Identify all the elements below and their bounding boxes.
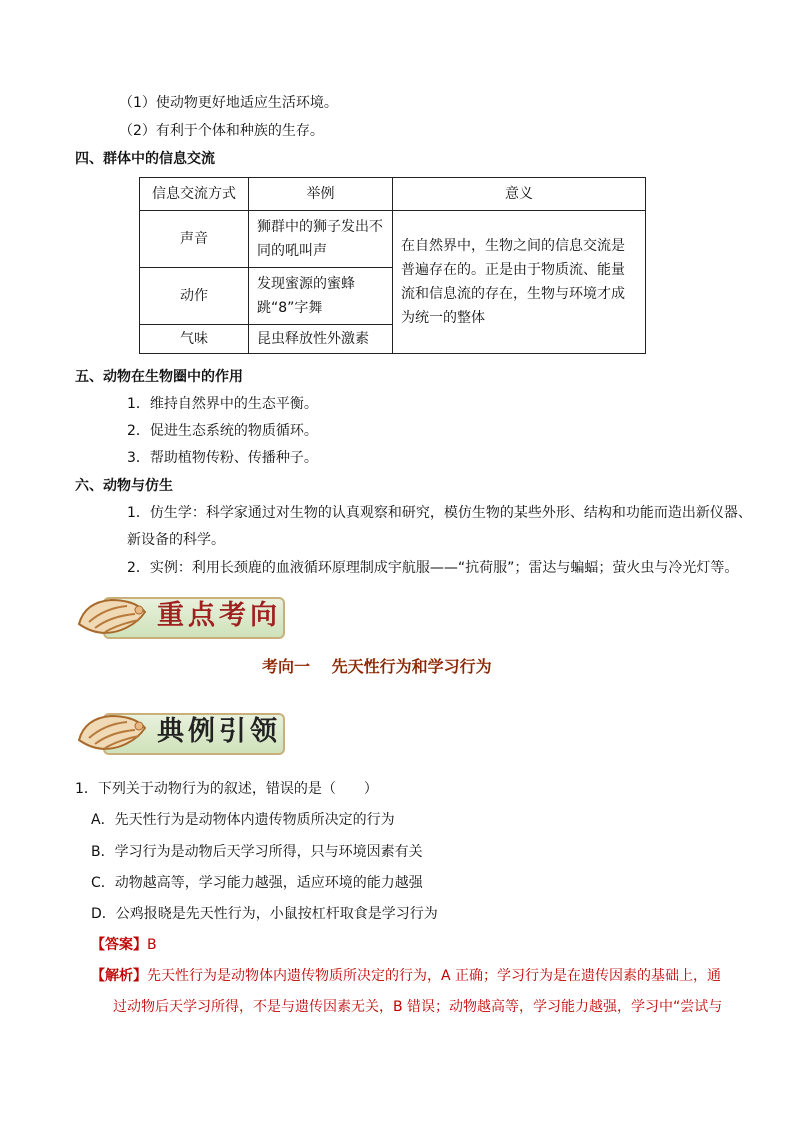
section-heading: 六、动物与仿生 xyxy=(75,478,173,494)
conch-shell-icon xyxy=(75,710,149,756)
direction-title: 考向一 先天性行为和学习行为 xyxy=(262,657,492,676)
answer-value: B xyxy=(147,937,157,953)
answer-tag: 【答案】 xyxy=(91,937,147,953)
conch-shell-icon xyxy=(75,594,149,640)
section-heading: 五、动物在生物圈中的作用 xyxy=(75,369,243,385)
table-header-cell: 意义 xyxy=(393,178,646,211)
analysis-line xyxy=(91,966,721,986)
table-header-cell: 举例 xyxy=(249,178,393,211)
table-cell: 昆虫释放性外激素 xyxy=(249,325,393,354)
option-c: C．动物越高等，学习能力越强，适应环境的能力越强 xyxy=(91,875,423,891)
section-heading: 四、群体中的信息交流 xyxy=(75,151,215,167)
banner-title: 典例引领 xyxy=(157,716,281,747)
table-cell: 狮群中的狮子发出不同的吼叫声 xyxy=(249,211,393,268)
list-item: 2．促进生态系统的物质循环。 xyxy=(127,423,318,439)
table-row xyxy=(140,211,646,268)
table-header-row xyxy=(140,178,646,211)
banner-title: 重点考向 xyxy=(157,600,281,631)
table-cell-meaning: 在自然界中，生物之间的信息交流是普遍存在的。正是由于物质流、能量流和信息流的存在，生物与环境才成为统一的整体 xyxy=(393,211,646,354)
option-b: B．学习行为是动物后天学习所得，只与环境因素有关 xyxy=(91,844,423,860)
analysis-continuation: 过动物后天学习所得，不是与遗传因素无关，B 错误；动物越高等，学习能力越强，学习中“尝试与 xyxy=(113,999,723,1015)
list-item: （1）使动物更好地适应生活环境。 xyxy=(119,95,338,111)
option-a: A．先天性行为是动物体内遗传物质所决定的行为 xyxy=(91,812,395,828)
option-d: D．公鸡报晓是先天性行为，小鼠按杠杆取食是学习行为 xyxy=(91,906,438,922)
list-item: 2．实例：利用长颈鹿的血液循环原理制成宇航服——“抗荷服”；雷达与蝙蝠；萤火虫与冷光灯等。 xyxy=(127,560,739,576)
list-item: 1．仿生学：科学家通过对生物的认真观察和研究，模仿生物的某些外形、结构和功能而造出新仪器、 xyxy=(127,505,752,521)
answer-line xyxy=(91,935,157,955)
analysis-tag: 【解析】 xyxy=(91,968,147,984)
table-header-cell: 信息交流方式 xyxy=(140,178,249,211)
table-cell: 动作 xyxy=(140,268,249,325)
example-banner xyxy=(75,708,285,756)
list-item: 1．维持自然界中的生态平衡。 xyxy=(127,396,318,412)
table-cell: 声音 xyxy=(140,211,249,268)
analysis-text: 先天性行为是动物体内遗传物质所决定的行为，A 正确；学习行为是在遗传因素的基础上，通 xyxy=(147,968,722,984)
info-exchange-table xyxy=(139,177,646,354)
list-item: 3．帮助植物传粉、传播种子。 xyxy=(127,450,318,466)
list-item: （2）有利于个体和种族的生存。 xyxy=(119,123,324,139)
table-cell: 气味 xyxy=(140,325,249,354)
question-stem: 1．下列关于动物行为的叙述，错误的是（ ） xyxy=(75,781,378,797)
list-item-continuation: 新设备的科学。 xyxy=(127,532,225,548)
table-cell: 发现蜜源的蜜蜂跳“8”字舞 xyxy=(249,268,393,325)
key-direction-banner xyxy=(75,592,285,640)
